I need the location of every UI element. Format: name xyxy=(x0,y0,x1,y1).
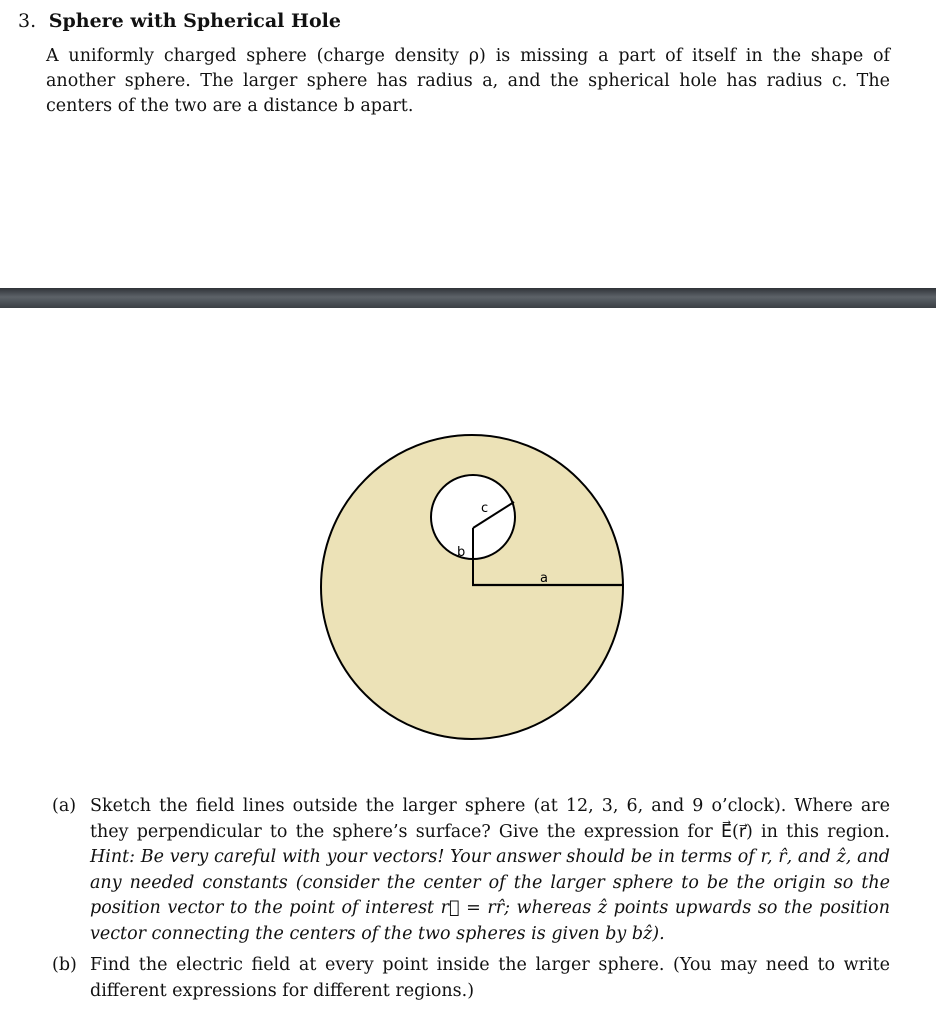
problem-intro: A uniformly charged sphere (charge density ρ) is missing a part of itself in the shape of another sphere. The larger sphere has radius a, and the spherical hole has radius c. The centers of the two are a distance b apart. xyxy=(46,46,890,116)
part-a-label: (a) xyxy=(52,796,77,816)
label-b: b xyxy=(457,545,466,560)
problem-title: Sphere with Spherical Hole xyxy=(48,10,341,32)
part-b-text: Find the electric field at every point inside the larger sphere. (You may need to write different expressions for different regions.) xyxy=(90,955,890,1001)
part-a-text: Sketch the field lines outside the larger sphere (at 12, 3, 6, and 9 o’clock). Where are they perpendicular to the sphere’s surface? Give the expression for E⃗(r⃗) in this region. xyxy=(90,796,890,842)
page-divider-bar xyxy=(0,288,936,308)
label-c: c xyxy=(481,501,489,516)
problem-parts xyxy=(52,794,890,1010)
part-a xyxy=(52,794,890,947)
label-a: a xyxy=(540,571,548,586)
part-b xyxy=(52,953,890,1004)
problem-header xyxy=(18,10,341,32)
part-b-label: (b) xyxy=(52,955,77,975)
sphere-diagram xyxy=(318,432,628,744)
problem-number: 3. xyxy=(18,10,37,32)
part-a-hint: Hint: Be very careful with your vectors! Your answer should be in terms of r, r̂, and ẑ, and any needed constants (consider the center of the larger sphere to be the origin so the position vector to the point of interest r⃗ = rr̂; whereas ẑ points upwards so the position vector connecting the centers of the two spheres is given by bẑ). xyxy=(90,847,890,944)
